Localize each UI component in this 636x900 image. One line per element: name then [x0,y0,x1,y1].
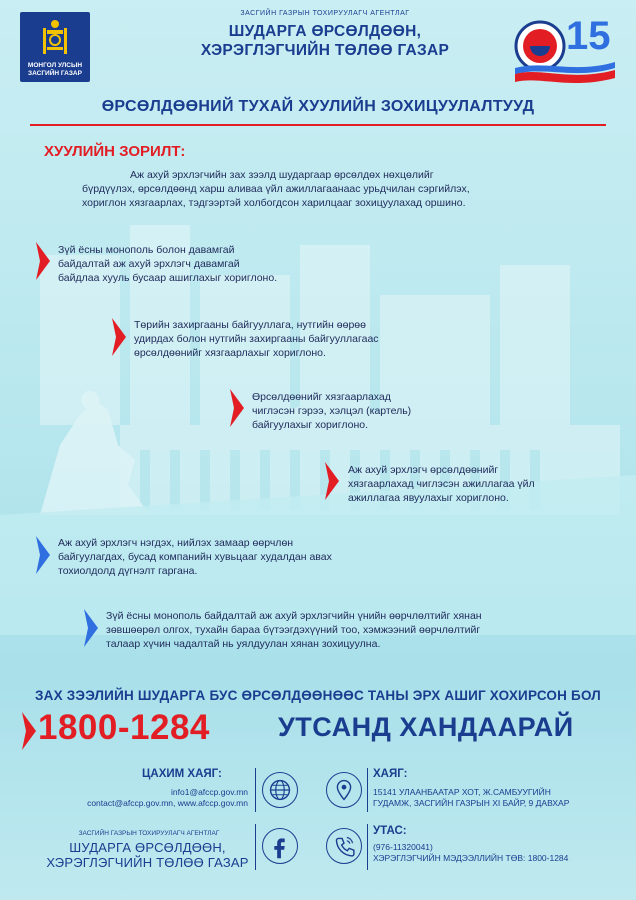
footer-agency-name [40,840,255,870]
point-line: өрсөлдөөнийг хязгаарлахыг хориглоно. [134,347,326,359]
hotline-row [0,708,636,754]
red-chevron-icon [325,462,339,500]
goal-line: бүрдүүлэх, өрсөлдөөнд харш аливаа үйл ажиллагаанаас урьдчилан сэргийлэх, [82,183,470,195]
point-line: хязгаарлахад чиглэсэн ажиллагаа үйл [348,478,535,490]
point-line: чиглэсэн гэрээ, хэлцэл (картель) [252,405,412,417]
point-line: Зүй ёсны монополь байдалтай аж ахуй эрхлэгчийн үнийн өөрчлөлтийг хянан [106,610,482,622]
hotline-call-text: УТСАНД ХАНДААРАЙ [278,712,574,742]
point-line: байдлаа хууль бусаар ашиглахыг хориглоно. [58,272,278,284]
divider [255,824,256,870]
address-label: ХАЯГ: [373,768,408,780]
agency-name-line2: ХЭРЭГЛЭГЧИЙН ТӨЛӨӨ ГАЗАР [200,42,450,59]
red-chevron-icon [112,318,126,356]
gov-logo-line1: МОНГОЛ УЛСЫН [27,62,83,69]
location-pin-icon [326,772,362,808]
address-line: 15141 УЛААНБААТАР ХОТ, Ж.САМБУУГИЙН [373,787,551,797]
point-line: Аж ахуй эрхлэгч өрсөлдөөнийг [348,464,499,476]
phone-label: УТАС: [373,825,407,837]
address-line: ГУДАМЖ, ЗАСГИЙН ГАЗРЫН XI БАЙР, 9 ДАВХАР [373,798,570,808]
title-divider [30,124,606,126]
agency-subtitle: ЗАСГИЙН ГАЗРЫН ТОХИРУУЛАГЧ АГЕНТЛАГ [240,10,410,17]
anniversary-number: 15 [566,14,611,58]
facebook-icon[interactable] [262,828,298,864]
point-line: байдалтай аж ахуй эрхлэгч давамгай [58,258,240,270]
point-item [58,536,438,578]
point-line: Зүй ёсны монополь болон давамгай [58,244,235,256]
phone-line[interactable]: (976-11320041) [373,842,433,852]
gov-logo-line2: ЗАСГИЙН ГАЗАР [28,70,82,77]
government-logo [20,12,90,82]
soyombo-icon [41,18,69,58]
point-line: удирдах болон нутгийн захиргааны байгууллагаас [134,333,379,345]
goal-heading: ХУУЛИЙН ЗОРИЛТ: [44,143,186,160]
point-item [58,243,348,285]
point-line: Аж ахуй эрхлэгч нэгдэх, нийлэх замаар өөрчлөн [58,537,294,549]
divider [367,824,368,870]
point-item [106,609,598,651]
divider [255,768,256,812]
point-line: байгуулахыг хориглоно. [252,419,369,431]
point-item [348,463,588,505]
globe-icon [262,772,298,808]
footer-agency-subtitle: ЗАСГИЙН ГАЗРЫН ТОХИРУУЛАГЧ АГЕНТЛАГ [78,830,220,837]
red-chevron-icon [230,389,244,427]
web-addresses [60,787,248,809]
red-chevron-icon [22,712,36,750]
goal-line: Аж ахуй эрхлэгчийн зах зээлд шударгаар өрсөлдөх нөхцөлийг [130,169,434,181]
blue-chevron-icon [36,536,50,574]
point-line: талаар хүчин чадалтай нь уялдуулан хянан зохицуулна. [106,638,381,650]
footer-agency-line2: ХЭРЭГЛЭГЧИЙН ТӨЛӨӨ ГАЗАР [46,855,249,870]
point-line: Өрсөлдөөнийг хязгаарлахад [252,391,391,403]
hotline-number[interactable]: 1800-1284 [38,708,210,747]
anniversary-logo [510,12,620,90]
agency-name [170,22,480,60]
address-text [373,787,623,809]
point-item [252,390,470,432]
web-line[interactable]: contact@afccp.gov.mn, www.afccp.gov.mn [87,798,248,808]
goal-line: хориглон хязгаарлах, тэдгээртэй холбогдсон харилцааг зохицуулахад оршино. [82,197,466,209]
page-title: ӨРСӨЛДӨӨНИЙ ТУХАЙ ХУУЛИЙН ЗОХИЦУУЛАЛТУУД [101,98,535,115]
web-label: ЦАХИМ ХАЯГ: [142,768,222,780]
red-chevron-icon [36,242,50,280]
divider [367,768,368,812]
point-item [134,318,456,360]
point-line: зөвшөөрөл олгох, тухайн бараа бүтээгдэхүүний тоо, хэмжээний өөрчлөлтийг [106,624,481,636]
phone-icon [326,828,362,864]
web-line[interactable]: info1@afccp.gov.mn [171,787,248,797]
point-line: байгуулагдах, бусад компанийн хувьцааг худалдан авах [58,551,332,563]
footer-agency-line1: ШУДАРГА ӨРСӨЛДӨӨН, [69,840,226,855]
point-line: тохиолдолд дүгнэлт гаргана. [58,565,198,577]
point-line: ажиллагаа явуулахыг хориглоно. [348,492,509,504]
point-line: Төрийн захиргааны байгууллага, нутгийн өөрөө [134,319,366,331]
blue-chevron-icon [84,609,98,647]
complaint-line: ЗАХ ЗЭЭЛИЙН ШУДАРГА БУС ӨРСӨЛДӨӨНӨӨС ТАНЫ ЭРХ АШИГ ХОХИРСОН БОЛ [35,688,601,703]
goal-text [82,168,566,210]
phone-numbers [373,842,623,864]
agency-name-line1: ШУДАРГА ӨРСӨЛДӨӨН, [228,23,422,40]
phone-line[interactable]: ХЭРЭГЛЭГЧИЙН МЭДЭЭЛЛИЙН ТӨВ: 1800-1284 [373,853,569,863]
